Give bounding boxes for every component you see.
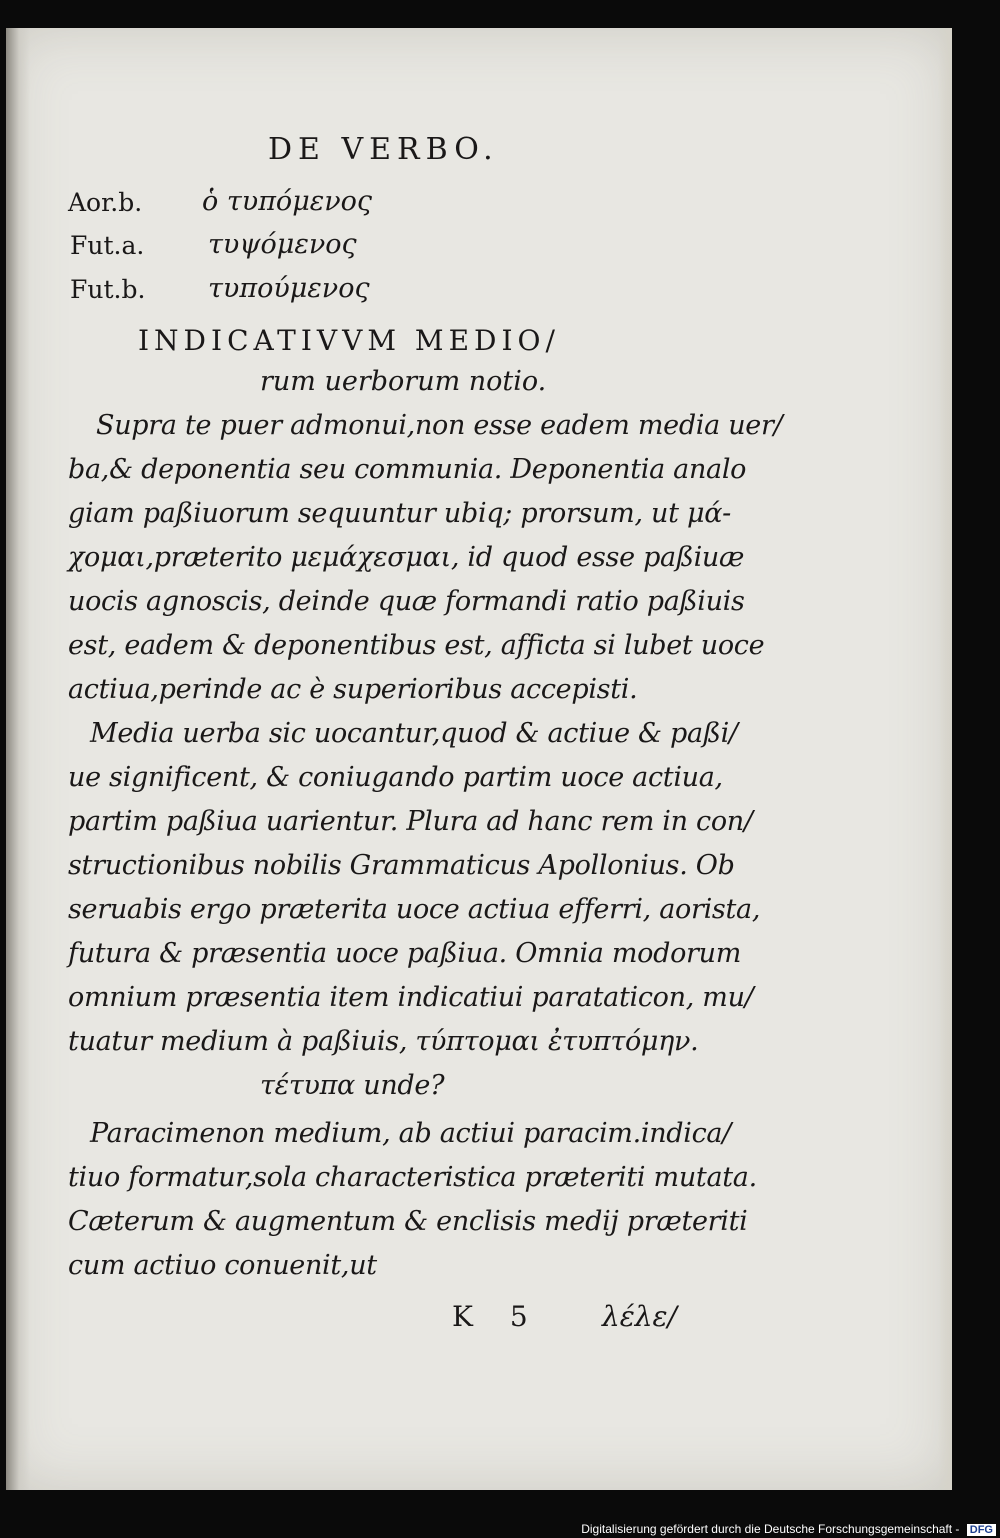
body-line: Cæterum & augmentum & enclisis medij præteriti [68, 1206, 748, 1237]
page-gutter-shadow [6, 28, 30, 1490]
running-head: DE VERBO. [268, 132, 499, 167]
body-line: Supra te puer admonui,non esse eadem media uer/ [96, 410, 783, 441]
body-line: ue significent, & coniugando partim uoce actiua, [68, 762, 723, 793]
section-title: INDICATIVVM MEDIO/ [138, 324, 560, 357]
paradigm-form: τυπούμενος [208, 273, 370, 304]
body-line: omnium præsentia item indicatiui parataticon, mu/ [68, 982, 754, 1013]
body-line: partim paßiua uarientur. Plura ad hanc rem in con/ [68, 806, 753, 837]
body-line: uocis agnoscis, deinde quæ formandi ratio paßiuis [68, 586, 745, 617]
body-line: χομαι,præterito μεμάχεσμαι, id quod esse paßiuæ [68, 542, 745, 573]
body-line: seruabis ergo præterita uoce actiua efferri, aorista, [68, 894, 761, 925]
body-line: Paracimenon medium, ab actiui paracim.indica/ [90, 1118, 732, 1149]
paradigm-label: Fut.b. [70, 275, 146, 304]
paradigm-label: Aor.b. [68, 188, 143, 217]
body-line: cum actiuo conuenit,ut [68, 1250, 377, 1281]
catchword: λέλε/ [602, 1300, 677, 1333]
body-line: tuatur medium à paßiuis, τύπτομαι ἐτυπτόμην. [68, 1026, 699, 1057]
section-subtitle: rum uerborum notio. [260, 366, 547, 397]
paradigm-label: Fut.a. [70, 231, 145, 260]
body-line: ba,& deponentia seu communia. Deponentia analo [68, 454, 747, 485]
body-line: tiuo formatur,sola characteristica præteriti mutata. [68, 1162, 757, 1193]
body-line: actiua,perinde ac è superioribus accepisti. [68, 674, 638, 705]
paradigm-form: ὁ τυπόμενος [202, 186, 373, 217]
dfg-logo: DFG [967, 1524, 996, 1536]
book-page [6, 28, 952, 1490]
signature-mark: K 5 [452, 1300, 528, 1333]
body-line: Media uerba sic uocantur,quod & actiue & paßi/ [90, 718, 738, 749]
body-line: futura & præsentia uoce paßiua. Omnia modorum [68, 938, 742, 969]
body-line: τέτυπα unde? [260, 1070, 445, 1101]
body-line: est, eadem & deponentibus est, afficta si lubet uoce [68, 630, 765, 661]
paradigm-form: τυψόμενος [208, 229, 357, 260]
digitization-credit [581, 1522, 996, 1536]
body-line: giam paßiuorum sequuntur ubiq; prorsum, ut μά- [68, 498, 731, 529]
page-edge [938, 28, 952, 1490]
credit-text: Digitalisierung gefördert durch die Deutsche Forschungsgemeinschaft - [581, 1522, 960, 1536]
body-line: structionibus nobilis Grammaticus Apollonius. Ob [68, 850, 735, 881]
